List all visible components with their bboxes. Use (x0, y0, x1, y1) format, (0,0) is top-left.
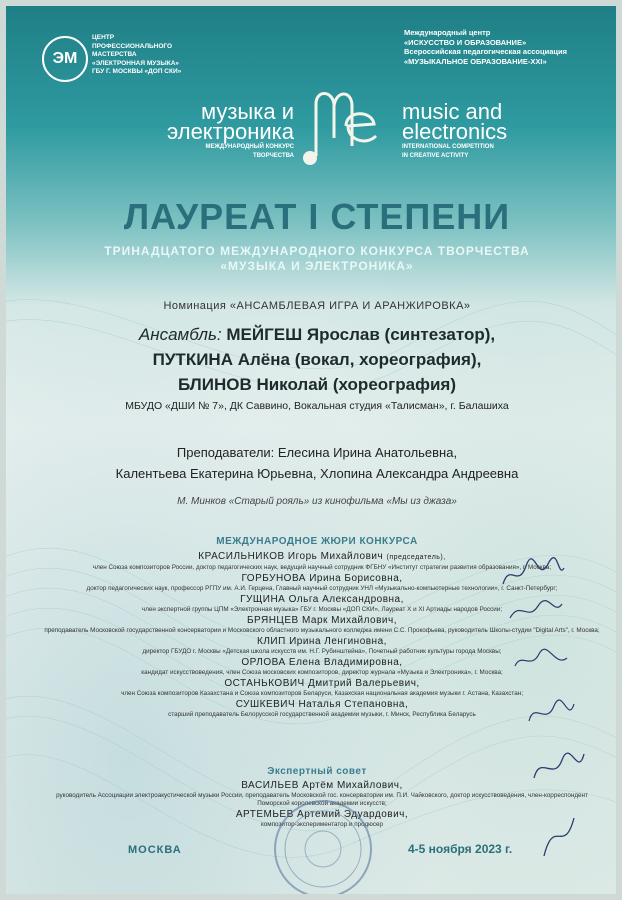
award-subtitle-line: ТРИНАДЦАТОГО МЕЖДУНАРОДНОГО КОНКУРСА ТВОРЧЕСТВА (104, 244, 530, 258)
brand-en-subtitle: INTERNATIONAL COMPETITION (402, 144, 494, 150)
header-right-line: «МУЗЫКАЛЬНОЕ ОБРАЗОВАНИЕ-XXI» (404, 56, 547, 66)
expert-desc: руководитель Ассоциации электроакустической музыки России, преподаватель Московской гос. консерватории им. П.И. Чайковского, доктор искусствоведения, член-корреспондент Поморской королевской академии искусств; (56, 792, 588, 807)
jury-note: (председатель), (386, 554, 446, 561)
signature (534, 806, 584, 866)
organizer-left-text (92, 34, 232, 77)
signature (498, 554, 568, 594)
jury-member (42, 698, 602, 719)
header-left-line: ЦЕНТР (92, 34, 115, 41)
jury-desc: доктор педагогических наук, профессор РГПУ им. А.И. Герцена, Главный научный сотрудник УНЛ «Музыкально-компьютерные технологии», г. Санкт-Петербург; (86, 585, 558, 592)
jury-desc: член экспертной группы ЦПМ «Электронная музыка» ГБУ г. Москвы «ДОП СКИ», Лауреат X и XI Артиады народов России; (141, 606, 503, 613)
brand-en-title: electronics (402, 119, 508, 144)
ensemble-line-2 (6, 347, 622, 372)
jury-name: ГУЩИНА Ольга Александровна, (240, 594, 404, 605)
signature (506, 596, 566, 626)
award-subtitle (6, 244, 622, 274)
brand-ru-title: музыка и (200, 99, 294, 124)
header-right-line: Всероссийская педагогическая ассоциация (404, 47, 567, 56)
jury-desc: старший преподаватель Белорусской государственной академии музыки, г. Минск, Республика Беларусь (168, 711, 476, 718)
member-role: (синтезатор), (384, 325, 496, 344)
music-note-logo-icon (286, 76, 390, 176)
brand-en (402, 99, 602, 160)
brand-ru-title: электроника (166, 119, 294, 144)
jury-name: КЛИП Ирина Ленгиновна, (257, 636, 387, 647)
nomination: Номинация «АНСАМБЛЕВАЯ ИГРА И АРАНЖИРОВКА» (163, 300, 471, 312)
jury-title: МЕЖДУНАРОДНОЕ ЖЮРИ КОНКУРСА (216, 536, 418, 547)
header-left-line: МАСТЕРСТВА (92, 51, 137, 58)
date: 4-5 ноября 2023 г. (408, 842, 513, 856)
jury-desc: кандидат искусствоведения, член Союза московских композиторов, директор журнала «Музыка и Электроника», г. Москва; (141, 669, 503, 676)
jury-name: КРАСИЛЬНИКОВ Игорь Михайлович (198, 551, 384, 562)
expert-desc: композитор-экспериментатор и продюсер (260, 821, 384, 828)
member-name: МЕЙГЕШ Ярослав (226, 325, 380, 344)
header-right-line: Международный центр (404, 28, 491, 37)
member-name: ПУТКИНА Алёна (152, 350, 290, 369)
brand-ru-subtitle: МЕЖДУНАРОДНЫЙ КОНКУРС (205, 144, 294, 150)
jury-name: ОСТАНЬКОВИЧ Дмитрий Валерьевич, (224, 678, 420, 689)
piece: М. Минков «Старый рояль» из кинофильма «Мы из джаза» (177, 496, 457, 507)
jury-member (42, 677, 602, 698)
ensemble-label: Ансамбль: (138, 325, 222, 344)
expert-council-title: Экспертный совет (267, 766, 367, 777)
signature (511, 646, 571, 676)
official-stamp (268, 794, 378, 900)
award-title: ЛАУРЕАТ I СТЕПЕНИ (123, 196, 511, 237)
brand-en-title: music and (402, 99, 503, 124)
ensemble-line-3 (6, 372, 622, 397)
header-left-line: ПРОФЕССИОНАЛЬНОГО (92, 42, 173, 50)
jury-desc: член Союза композиторов Казахстана и Союза композиторов Беларуси, Казахская национальная академия музыки г. Астана, Казахстан; (121, 690, 523, 697)
header-right-line: «ИСКУССТВО И ОБРАЗОВАНИЕ» (404, 37, 527, 47)
jury-desc: преподаватель Московской государственной консерватории и Московского областного музыкального колледжа имени С.С. Прокофьева, руководитель Школы-студии "Digital Arts", г. Москва; (44, 627, 600, 634)
jury-name: СУШКЕВИЧ Наталья Степановна, (235, 699, 409, 710)
expert-name: ВАСИЛЬЕВ Артём Михайлович, (241, 780, 403, 791)
signature (528, 748, 588, 788)
ensemble (6, 322, 622, 397)
jury-desc: директор ГБУДО г. Москвы «Детская школа искусств им. Н.Г. Рубинштейна», Почетный работник культуры города Москвы; (142, 648, 502, 655)
school: МБУДО «ДШИ № 7», ДК Саввино, Вокальная студия «Талисман», г. Балашиха (125, 400, 509, 412)
brand-en-subtitle: IN CREATIVE ACTIVITY (402, 153, 469, 159)
member-role: (хореография) (332, 375, 456, 394)
brand-ru (124, 99, 294, 160)
jury-name: ГОРБУНОВА Ирина Борисовна, (241, 573, 403, 584)
ensemble-line-1 (6, 322, 622, 347)
expert-name: АРТЕМЬЕВ Артемий Эдуардович, (235, 809, 409, 820)
header-left-line: ГБУ Г. МОСКВЫ «ДОП СКИ» (92, 68, 182, 75)
brand-ru-subtitle: ТВОРЧЕСТВА (253, 153, 294, 159)
electronic-music-logo-icon: ЭМ (42, 36, 88, 82)
header-left-line: «ЭЛЕКТРОННАЯ МУЗЫКА» (92, 59, 180, 67)
jury-name: БРЯНЦЕВ Марк Михайлович, (246, 615, 398, 626)
award-subtitle-line: «МУЗЫКА И ЭЛЕКТРОНИКА» (220, 259, 414, 273)
member-name: БЛИНОВ Николай (178, 375, 329, 394)
jury-name: ОРЛОВА Елена Владимировна, (241, 657, 403, 668)
teachers-line: Преподаватели: Елесина Ирина Анатольевна, (176, 445, 458, 460)
organizer-right (404, 28, 604, 66)
teachers (6, 442, 622, 484)
signature (524, 696, 579, 731)
member-role: (вокал, хореография), (294, 350, 482, 369)
jury-desc: член Союза композиторов России, доктор педагогических наук, ведущий научный сотрудник ФГБНУ «Институт стратегии развития образования», г. Москва; (92, 564, 552, 571)
teachers-line: Калентьева Екатерина Юрьевна, Хлопина Александра Андреевна (115, 466, 519, 481)
city: МОСКВА (128, 844, 182, 856)
